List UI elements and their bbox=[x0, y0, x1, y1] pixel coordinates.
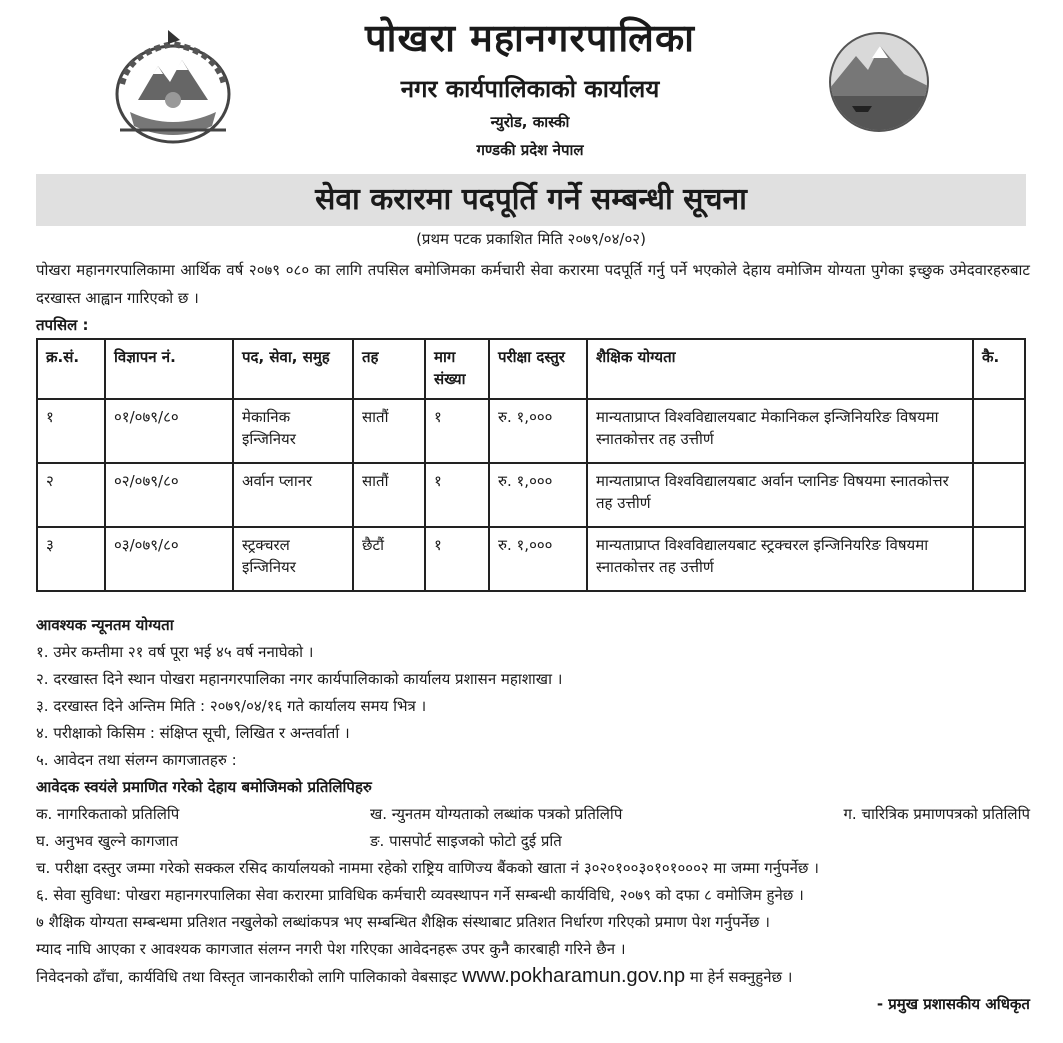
document-item: ख. न्युनतम योग्यताको लब्धांक पत्रको प्रतिलिपि bbox=[370, 805, 623, 823]
documents-row bbox=[36, 828, 1030, 855]
document-item: ग. चारित्रिक प्रमाणपत्रको प्रतिलिपि bbox=[843, 805, 1030, 823]
address-line-1: न्युरोड, कास्की bbox=[490, 113, 570, 131]
documents-title: आवेदक स्वयंले प्रमाणित गरेको देहाय बमोजिमको प्रतिलिपिहरु bbox=[36, 778, 372, 796]
cell-serial: १ bbox=[37, 399, 105, 463]
deadline-note: म्याद नाघि आएका र आवश्यक कागजात संलग्न नगरी पेश गरिएका आवेदनहरू उपर कुनै कारबाही गरिने छैन । bbox=[36, 940, 626, 958]
cell-remarks bbox=[973, 399, 1025, 463]
document-item: घ. अनुभव खुल्ने कागजात bbox=[36, 832, 179, 850]
col-ad-number: विज्ञापन नं. bbox=[105, 339, 233, 399]
col-remarks: कै. bbox=[973, 339, 1025, 399]
service-facility-note: ६. सेवा सुविधा: पोखरा महानगरपालिका सेवा करारमा प्राविधिक कर्मचारी व्यवस्थापन गर्ने सम्बन्धी कार्यविधि, २०७९ को दफा ८ वमोजिम हुनेछ । bbox=[36, 886, 804, 904]
document-item: क. नागरिकताको प्रतिलिपि bbox=[36, 805, 180, 823]
cell-exam-fee: रु. १,००० bbox=[489, 527, 587, 591]
details-label: तपसिल : bbox=[36, 316, 89, 334]
col-level: तह bbox=[353, 339, 425, 399]
nepal-government-emblem bbox=[100, 22, 246, 152]
cell-post: अर्वान प्लानर bbox=[233, 463, 353, 527]
website-note-prefix: निवेदनको ढाँचा, कार्यविधि तथा विस्तृत जानकारीको लागि पालिकाको वेबसाइट bbox=[36, 968, 458, 986]
cell-post: मेकानिक इन्जिनियर bbox=[233, 399, 353, 463]
cell-serial: ३ bbox=[37, 527, 105, 591]
pokhara-metropolitan-logo bbox=[812, 26, 946, 144]
fee-deposit-note: च. परीक्षा दस्तुर जम्मा गरेको सक्कल रसिद कार्यालयको नाममा रहेको राष्ट्रिय वाणिज्य बैंकको खाता नं ३०२०१००३०१०१०००२ मा जम्मा गर्नुपर्नेछ । bbox=[36, 859, 819, 877]
requirement-item: ५. आवेदन तथा संलग्न कागजातहरु : bbox=[36, 751, 237, 769]
table-row bbox=[37, 399, 1025, 463]
cell-ad-number: ०१/०७९/८० bbox=[105, 399, 233, 463]
table-row bbox=[37, 527, 1025, 591]
office-subtitle: नगर कार्यपालिकाको कार्यालय bbox=[400, 74, 660, 103]
col-serial: क्र.सं. bbox=[37, 339, 105, 399]
cell-exam-fee: रु. १,००० bbox=[489, 399, 587, 463]
website-link[interactable]: www.pokharamun.gov.np bbox=[461, 965, 686, 987]
cell-remarks bbox=[973, 527, 1025, 591]
cell-qualification: मान्यताप्राप्त विश्वविद्यालयबाट मेकानिकल इन्जिनियरिङ विषयमा स्नातकोत्तर तह उत्तीर्ण bbox=[587, 399, 973, 463]
cell-level: छैटौं bbox=[353, 527, 425, 591]
cell-exam-fee: रु. १,००० bbox=[489, 463, 587, 527]
notice-heading: सेवा करारमा पदपूर्ति गर्ने सम्बन्धी सूचना bbox=[36, 174, 1026, 226]
publication-date: (प्रथम पटक प्रकाशित मिति २०७९/०४/०२) bbox=[416, 230, 646, 248]
website-note-suffix: मा हेर्न सक्नुहुनेछ । bbox=[689, 968, 793, 986]
cell-ad-number: ०३/०७९/८० bbox=[105, 527, 233, 591]
cell-ad-number: ०२/०७९/८० bbox=[105, 463, 233, 527]
document-item: ङ. पासपोर्ट साइजको फोटो दुई प्रति bbox=[370, 832, 562, 850]
cell-demand: १ bbox=[425, 527, 489, 591]
requirement-item: १. उमेर कम्तीमा २१ वर्ष पूरा भई ४५ वर्ष ननाघेको । bbox=[36, 643, 314, 661]
address-line-2: गण्डकी प्रदेश नेपाल bbox=[476, 141, 584, 159]
col-demand: माग संख्या bbox=[425, 339, 489, 399]
cell-qualification: मान्यताप्राप्त विश्वविद्यालयबाट स्ट्रक्चरल इन्जिनियरिङ विषयमा स्नातकोत्तर तह उत्तीर्ण bbox=[587, 527, 973, 591]
cell-qualification: मान्यताप्राप्त विश्वविद्यालयबाट अर्वान प्लानिङ विषयमा स्नातकोत्तर तह उत्तीर्ण bbox=[587, 463, 973, 527]
cell-post: स्ट्रक्चरल इन्जिनियर bbox=[233, 527, 353, 591]
col-post: पद, सेवा, समुह bbox=[233, 339, 353, 399]
table-row bbox=[37, 463, 1025, 527]
website-note bbox=[36, 963, 1030, 991]
municipality-title: पोखरा महानगरपालिका bbox=[365, 15, 695, 60]
requirement-item: २. दरखास्त दिने स्थान पोखरा महानगरपालिका नगर कार्यपालिकाको कार्यालय प्रशासन महाशाखा । bbox=[36, 670, 563, 688]
col-exam-fee: परीक्षा दस्तुर bbox=[489, 339, 587, 399]
percentage-note: ७ शैक्षिक योग्यता सम्बन्धमा प्रतिशत नखुलेको लब्धांकपत्र भए सम्बन्धित शैक्षिक संस्थाबाट प्रतिशत निर्धारण गरिएको प्रमाण पेश गर्नुपर्नेछ । bbox=[36, 913, 770, 931]
requirements-title: आवश्यक न्यूनतम योग्यता bbox=[36, 616, 174, 634]
cell-serial: २ bbox=[37, 463, 105, 527]
cell-level: सातौं bbox=[353, 399, 425, 463]
col-qualification: शैक्षिक योग्यता bbox=[587, 339, 973, 399]
requirements-section bbox=[36, 612, 1030, 1018]
cell-remarks bbox=[973, 463, 1025, 527]
intro-paragraph: पोखरा महानगरपालिकामा आर्थिक वर्ष २०७९ ०८० का लागि तपसिल बमोजिमका कर्मचारी सेवा करारमा पदपूर्ति गर्नु पर्ने भएकोले देहाय वमोजिम योग्यता पुगेका इच्छुक उमेदवारहरुबाट दरखास्त आह्वान गारिएको छ । bbox=[36, 261, 1030, 307]
signoff: - प्रमुख प्रशासकीय अधिकृत bbox=[876, 995, 1030, 1013]
requirement-item: ४. परीक्षाको किसिम : संक्षिप्त सूची, लिखित र अन्तर्वार्ता । bbox=[36, 724, 350, 742]
table-header-row bbox=[37, 339, 1025, 399]
letterhead bbox=[0, 0, 1063, 172]
documents-row bbox=[36, 801, 1030, 828]
cell-demand: १ bbox=[425, 399, 489, 463]
requirement-item: ३. दरखास्त दिने अन्तिम मिति : २०७९/०४/१६ गते कार्यालय समय भित्र । bbox=[36, 697, 427, 715]
cell-demand: १ bbox=[425, 463, 489, 527]
vacancy-table bbox=[36, 338, 1026, 592]
cell-level: सातौं bbox=[353, 463, 425, 527]
